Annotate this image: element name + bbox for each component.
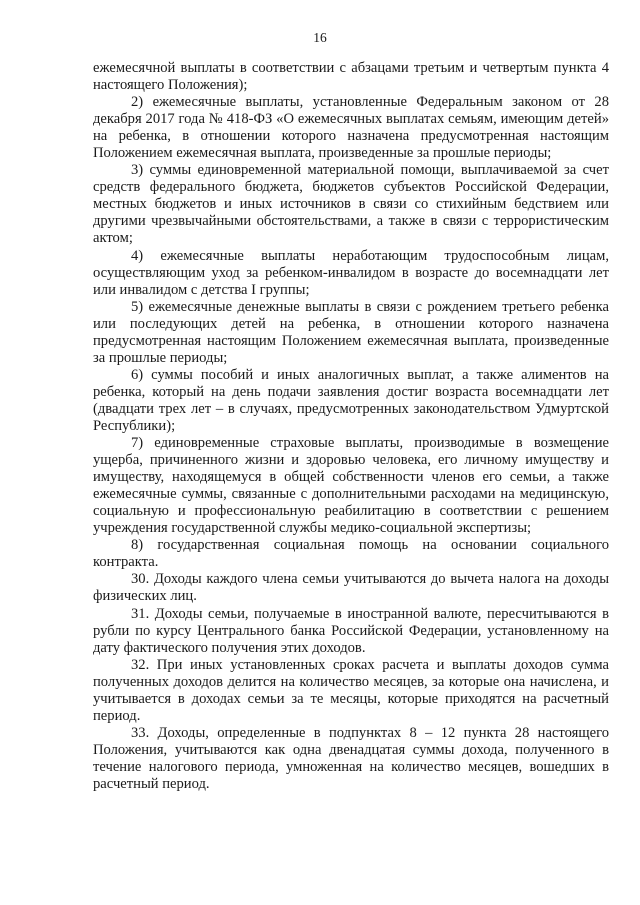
paragraph-item-2: 2) ежемесячные выплаты, установленные Федеральным законом от 28 декабря 2017 года № 418-ФЗ «О ежемесячных выплатах семьям, имеющим детей» на ребенка, в отношении которого назначена предусмотренная настоящим Положением ежемесячная выплата, произведенные за прошлые периоды; — [93, 94, 609, 162]
paragraph-clause-33: 33. Доходы, определенные в подпунктах 8 – 12 пункта 28 настоящего Положения, учитываются как одна двенадцатая суммы дохода, полученного в течение налогового периода, умноженная на количество месяцев, вошедших в расчетный период. — [93, 724, 609, 792]
paragraph-clause-31: 31. Доходы семьи, получаемые в иностранной валюте, пересчитываются в рубли по курсу Центрального банка Российской Федерации, установленному на дату фактического получения этих доходов. — [93, 605, 609, 656]
paragraph-clause-30: 30. Доходы каждого члена семьи учитываются до вычета налога на доходы физических лиц. — [93, 571, 609, 605]
document-body — [93, 60, 609, 793]
paragraph-item-3: 3) суммы единовременной материальной помощи, выплачиваемой за счет средств федерального бюджета, бюджетов субъектов Российской Федерации, местных бюджетов и иных источников в связи со стихийным бедствием или другими чрезвычайными обстоятельствами, а также в связи с террористическим актом; — [93, 162, 609, 247]
paragraph-item-8: 8) государственная социальная помощь на основании социального контракта. — [93, 537, 609, 571]
paragraph-continuation: ежемесячной выплаты в соответствии с абзацами третьим и четвертым пункта 4 настоящего Положения); — [93, 60, 609, 94]
page-number: 16 — [313, 30, 327, 45]
paragraph-item-4: 4) ежемесячные выплаты неработающим трудоспособным лицам, осуществляющим уход за ребенком-инвалидом в возрасте до восемнадцати лет или инвалидом с детства I группы; — [93, 247, 609, 298]
paragraph-item-5: 5) ежемесячные денежные выплаты в связи с рождением третьего ребенка или последующих детей на ребенка, в отношении которого назначена предусмотренная настоящим Положением ежемесячная выплата, произведенные за прошлые периоды; — [93, 298, 609, 366]
paragraph-item-7: 7) единовременные страховые выплаты, производимые в возмещение ущерба, причиненного жизни и здоровью человека, его личному имуществу и имуществу, находящемуся в общей собственности членов его семьи, а также ежемесячные суммы, связанные с дополнительными расходами на медицинскую, социальную и профессиональную реабилитацию в соответствии с решением учреждения государственной службы медико-социальной экспертизы; — [93, 435, 609, 537]
paragraph-clause-32: 32. При иных установленных сроках расчета и выплаты доходов сумма полученных доходов делится на количество месяцев, за которые она начислена, и учитывается в доходах семьи за те месяцы, которые приходятся на расчетный период. — [93, 656, 609, 724]
paragraph-item-6: 6) суммы пособий и иных аналогичных выплат, а также алиментов на ребенка, который на день подачи заявления достиг возраста восемнадцати лет (двадцати трех лет – в случаях, предусмотренных законодательством Удмуртской Республики); — [93, 366, 609, 434]
